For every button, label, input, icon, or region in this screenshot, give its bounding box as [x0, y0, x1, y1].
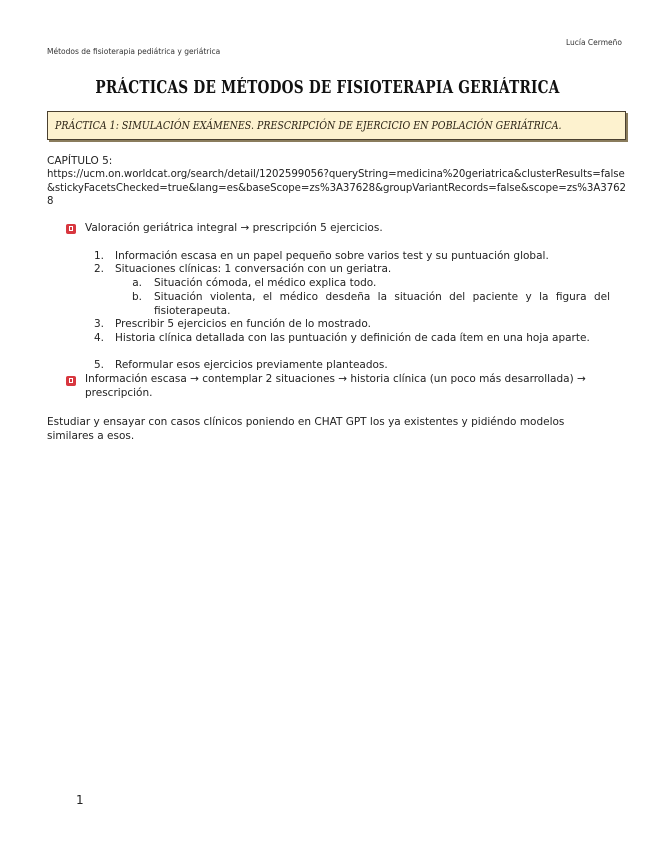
bookmark-icon	[66, 376, 76, 386]
chapter-label: CAPÍTULO 5:	[47, 155, 113, 167]
list-item: Prescribir 5 ejercicios en función de lo mostrado.	[115, 318, 371, 330]
list-letter: a.	[132, 277, 142, 289]
list-number: 3.	[93, 318, 104, 330]
list-number: 1.	[93, 250, 104, 262]
list-item: Situación violenta, el médico desdeña la situación del paciente y la figura del fisioterapeuta.	[154, 291, 610, 317]
header-author: Lucía Cermeño	[565, 38, 622, 47]
page-title: PRÁCTICAS DE MÉTODOS DE FISIOTERAPIA GERIÁTRICA	[95, 78, 560, 98]
list-number: 4.	[93, 332, 104, 344]
bullet-item: Valoración geriátrica integral → prescripción 5 ejercicios.	[85, 222, 383, 234]
list-item: Situaciones clínicas: 1 conversación con un geriatra.	[115, 263, 392, 275]
page-number: 1	[76, 793, 84, 807]
list-item: Historia clínica detallada con las puntuación y definición de cada ítem en una hoja aparte.	[115, 332, 590, 344]
closing-paragraph: Estudiar y ensayar con casos clínicos poniendo en CHAT GPT los ya existentes y pidiéndo modelos similares a esos.	[47, 416, 565, 442]
list-letter: b.	[131, 291, 142, 303]
practice-banner-text: PRÁCTICA 1: SIMULACIÓN EXÁMENES. PRESCRIPCIÓN DE EJERCICIO EN POBLACIÓN GERIÁTRICA.	[55, 119, 562, 132]
list-number: 2.	[93, 263, 104, 275]
practice-banner	[47, 111, 626, 140]
list-item: Información escasa en un papel pequeño sobre varios test y su puntuación global.	[115, 250, 549, 262]
list-item: Situación cómoda, el médico explica todo.	[154, 277, 377, 289]
worldcat-link[interactable]: https://ucm.on.worldcat.org/search/detail/1202599056?queryString=medicina%20geriatrica&clusterResults=false&stickyFacetsChecked=true&lang=es&baseScope=zs%3A37628&groupVariantRecords=false&scope=zs%3A37628	[47, 169, 626, 207]
list-number: 5.	[93, 359, 104, 371]
header-subject: Métodos de fisioterapia pediátrica y geriátrica	[47, 47, 221, 56]
bullet-item: Información escasa → contemplar 2 situaciones → historia clínica (un poco más desarrollada) → prescripción.	[85, 373, 586, 399]
list-item: Reformular esos ejercicios previamente planteados.	[115, 359, 388, 371]
bookmark-icon	[66, 224, 76, 234]
